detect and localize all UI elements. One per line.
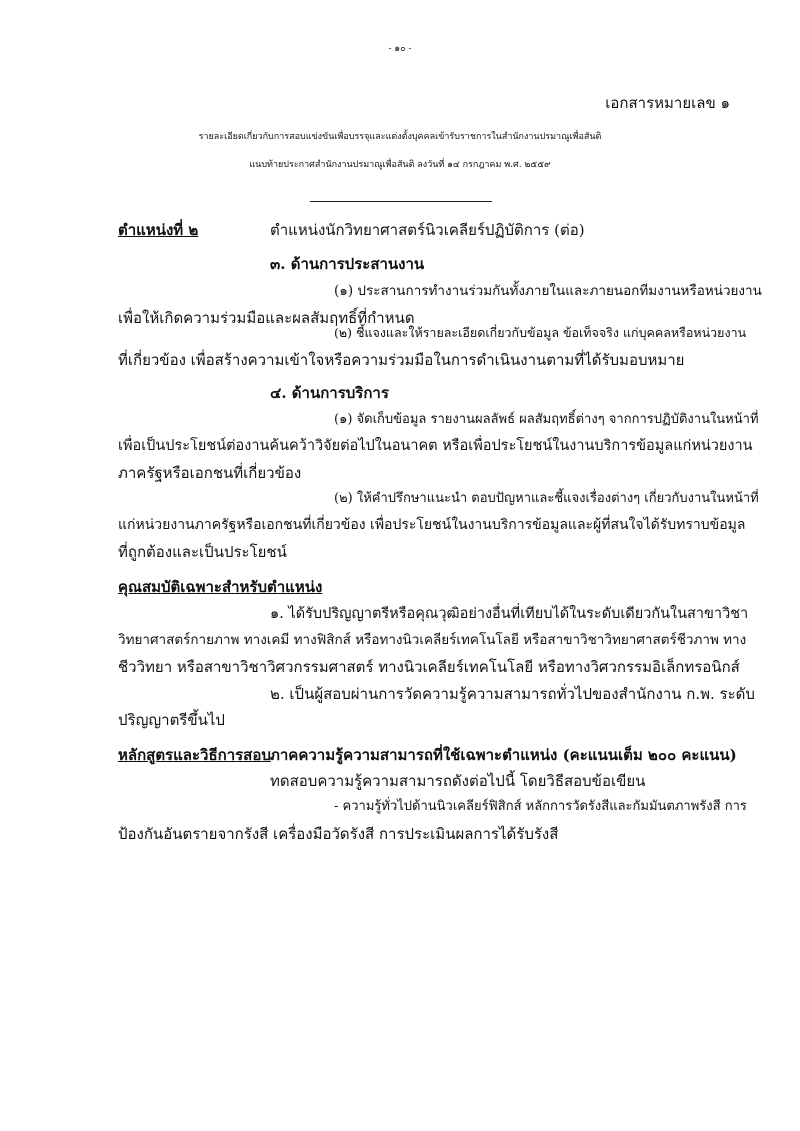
- qualification-1-line-3: ชีววิทยา หรือสาขาวิชาวิศวกรรมศาสตร์ ทางนิวเคลียร์เทคโนโลยี หรือทางวิศวกรรมอิเล็กทรอนิกส์: [118, 658, 740, 676]
- section-4-item-2-line-1: (๒) ให้คำปรึกษาแนะนำ ตอบปัญหาและชี้แจงเรื่องต่างๆ เกี่ยวกับงานในหน้าที่: [334, 491, 759, 506]
- section-4-heading: ๔. ด้านการบริการ: [270, 384, 389, 402]
- document-number: เอกสารหมายเลข ๑: [605, 94, 730, 112]
- document-title-line-1: รายละเอียดเกี่ยวกับการสอบแข่งขันเพื่อบรรจุและแต่งตั้งบุคคลเข้ารับราชการในสำนักงานปรมาณูเพื่อสันติ: [198, 132, 602, 142]
- section-3-item-2-line-2: ที่เกี่ยวข้อง เพื่อสร้างความเข้าใจหรือความร่วมมือในการดำเนินงานตามที่ได้รับมอบหมาย: [118, 351, 685, 369]
- qualification-2-line-2: ปริญญาตรีขึ้นไป: [118, 711, 225, 729]
- qualification-1-line-2: วิทยาศาสตร์กายภาพ ทางเคมี ทางฟิสิกส์ หรือทางนิวเคลียร์เทคโนโลยี หรือสาขาวิชาวิทยาศาสตร์ชีวภาพ ทาง: [118, 632, 747, 648]
- position-label: ตำแหน่งที่ ๒: [118, 221, 199, 239]
- section-4-item-1-line-2: เพื่อเป็นประโยชน์ต่องานค้นคว้าวิจัยต่อไปในอนาคต หรือเพื่อประโยชน์ในงานบริการข้อมูลแก่หน่วยงาน: [118, 438, 753, 454]
- qualifications-heading: คุณสมบัติเฉพาะสำหรับตำแหน่ง: [118, 578, 323, 596]
- section-3-heading: ๓. ด้านการประสานงาน: [270, 255, 425, 273]
- title-divider: [310, 201, 492, 202]
- position-value: ตำแหน่งนักวิทยาศาสตร์นิวเคลียร์ปฏิบัติการ (ต่อ): [270, 221, 585, 239]
- section-4-item-2-line-3: ที่ถูกต้องและเป็นประโยชน์: [118, 543, 287, 561]
- qualification-2-line-1: ๒. เป็นผู้สอบผ่านการวัดความรู้ความสามารถทั่วไปของสำนักงาน ก.พ. ระดับ: [270, 685, 755, 703]
- exam-bullet-line-1: - ความรู้ทั่วไปด้านนิวเคลียร์ฟิสิกส์ หลักการวัดรังสีและกัมมันตภาพรังสี การ: [334, 799, 747, 814]
- page-number: - ๑๐ -: [388, 44, 412, 54]
- exam-label: หลักสูตรและวิธีการสอบ: [118, 746, 271, 764]
- section-3-item-1-line-1: (๑) ประสานการทำงานร่วมกันทั้งภายในและภายนอกทีมงานหรือหน่วยงาน: [334, 283, 762, 299]
- document-title-line-2: แนบท้ายประกาศสำนักงานปรมาณูเพื่อสันติ ลงวันที่ ๑๔ กรกฎาคม พ.ศ. ๒๕๕๙: [249, 160, 551, 170]
- exam-method: ทดสอบความรู้ความสามารถดังต่อไปนี้ โดยวิธีสอบข้อเขียน: [270, 772, 646, 790]
- qualification-1-line-1: ๑. ได้รับปริญญาตรีหรือคุณวุฒิอย่างอื่นที่เทียบได้ในระดับเดียวกันในสาขาวิชา: [270, 606, 749, 622]
- section-3-item-1-line-2: เพื่อให้เกิดความร่วมมือและผลสัมฤทธิ์ที่กำหนด: [118, 309, 415, 327]
- exam-bullet-line-2: ป้องกันอันตรายจากรังสี เครื่องมือวัดรังสี การประเมินผลการได้รับรังสี: [118, 825, 559, 843]
- section-4-item-1-line-3: ภาครัฐหรือเอกชนที่เกี่ยวข้อง: [118, 464, 302, 482]
- exam-part-title: ภาคความรู้ความสามารถที่ใช้เฉพาะตำแหน่ง (คะแนนเต็ม ๒๐๐ คะแนน): [270, 746, 737, 764]
- section-3-item-2-line-1: (๒) ชี้แจงและให้รายละเอียดเกี่ยวกับข้อมูล ข้อเท็จจริง แก่บุคคลหรือหน่วยงาน: [334, 325, 747, 340]
- section-4-item-1-line-1: (๑) จัดเก็บข้อมูล รายงานผลลัพธ์ ผลสัมฤทธิ์ต่างๆ จากการปฏิบัติงานในหน้าที่: [334, 412, 759, 427]
- section-4-item-2-line-2: แก่หน่วยงานภาครัฐหรือเอกชนที่เกี่ยวข้อง เพื่อประโยชน์ในงานบริการข้อมูลและผู้ที่สนใจได้รับทราบข้อมูล: [118, 517, 746, 533]
